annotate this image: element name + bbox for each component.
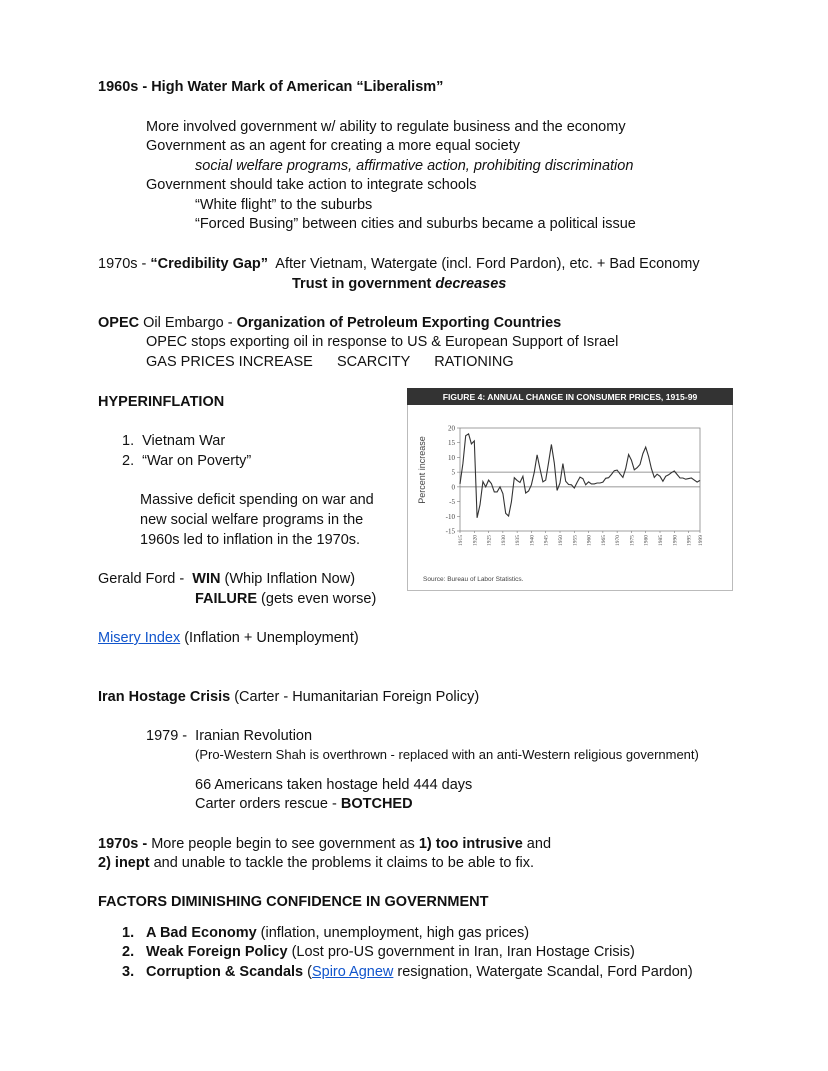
text: Carter orders rescue - [195,796,341,812]
cpi-chart-figure [407,388,733,591]
y-tick-label: 15 [448,439,455,448]
x-tick-label: 1920 [472,535,479,546]
y-tick-label: 20 [448,424,455,433]
factor-item [122,963,693,981]
text: ( [303,964,312,980]
item-number: 2. [122,944,135,960]
text: (Lost pro-US government in Iran, Iran Hostage Crisis) [287,944,635,960]
factor-item [122,924,529,942]
spiro-agnew-link[interactable]: Spiro Agnew [311,964,394,980]
emphasis: decreases [435,276,507,292]
text: (inflation, unemployment, high gas prices) [256,925,530,941]
bold-text: 1970s - [98,836,148,852]
item-number: 1. [122,925,135,941]
misery-line [98,629,359,647]
text-line: Government as an agent for creating a more equal society [146,138,520,154]
chart-title: FIGURE 4: ANNUAL CHANGE IN CONSUMER PRICES, 1915-99 [442,392,698,402]
text: and [522,836,552,852]
x-tick-label: 1980 [643,535,650,546]
text: (Whip Inflation Now) [220,571,356,587]
y-tick-label: 5 [451,468,455,477]
rescue-line [195,795,413,813]
x-tick-label: 1925 [486,535,493,546]
y-axis-label: Percent increase [417,436,427,504]
summary-line-1 [98,835,551,853]
text: (gets even worse) [257,591,377,607]
x-tick-label: 1945 [543,535,550,546]
y-tick-label: -15 [445,527,455,536]
list-item: 1. Vietnam War [122,433,226,449]
bold-text: 1) too intrusive [418,836,523,852]
ford-line [98,570,355,588]
x-tick-label: 1975 [629,535,636,546]
bold-text: Corruption & Scandals [146,964,304,980]
failure-line [195,590,376,608]
x-tick-label: 1915 [458,535,464,546]
x-tick-label: 1999 [698,535,704,546]
bold-text: FAILURE [195,591,258,607]
x-tick-label: 1930 [500,535,507,546]
iran-title [98,688,479,706]
list-item: 2. “War on Poverty” [122,453,252,469]
x-tick-label: 1985 [658,535,664,546]
section-1970s [98,255,700,273]
text: Gerald Ford - [98,571,193,587]
y-tick-label: -10 [445,512,455,521]
factor-item [122,943,635,961]
y-tick-label: 0 [451,483,455,492]
text-line: (Pro-Western Shah is overthrown - replaced with an anti-Western religious government) [195,747,699,762]
text-line: GAS PRICES INCREASE SCARCITY RATIONING [146,354,514,370]
section-title-factors: FACTORS DIMINISHING CONFIDENCE IN GOVERNMENT [98,894,489,910]
y-tick-label: -5 [449,498,455,507]
item-number: 3. [122,964,135,980]
text-line: Massive deficit spending on war and [140,492,374,508]
text: More people begin to see government as [147,836,419,852]
bold-text: Weak Foreign Policy [146,944,288,960]
chart-source: Source: Bureau of Labor Statistics. [423,576,524,583]
text-line: 1960s led to inflation in the 1970s. [140,532,361,548]
section-title-1960s: 1960s - High Water Mark of American “Liberalism” [98,79,444,95]
text: Oil Embargo - [139,315,237,331]
text: (Carter - Humanitarian Foreign Policy) [230,689,480,705]
text-line: 66 Americans taken hostage held 444 days [195,777,473,793]
x-tick-label: 1965 [600,535,607,546]
text-line: new social welfare programs in the [140,512,364,528]
x-tick-label: 1950 [558,535,564,546]
bold-text: 2) inept [98,855,150,871]
text-line: social welfare programs, affirmative action, prohibiting discrimination [195,158,634,174]
text-line: 1979 - Iranian Revolution [146,728,313,744]
text-line: More involved government w/ ability to regulate business and the economy [146,119,626,135]
trust-line [292,275,506,293]
section-title-hyperinflation: HYPERINFLATION [98,394,225,410]
x-tick-label: 1970 [615,535,622,546]
text-line: “White flight” to the suburbs [195,197,373,213]
text: and unable to tackle the problems it claims to be able to fix. [149,855,535,871]
x-tick-label: 1935 [515,535,522,546]
summary-line-2 [98,854,534,872]
text: After Vietnam, Watergate (incl. Ford Pardon), etc. + Bad Economy [268,256,700,272]
text-line: Government should take action to integrate schools [146,177,477,193]
figure-frame [408,389,733,591]
text: Trust in government [292,276,436,292]
x-tick-label: 1940 [529,535,536,546]
text-line: OPEC stops exporting oil in response to US & European Support of Israel [146,334,619,350]
bold-text: Iran Hostage Crisis [98,689,231,705]
misery-index-link[interactable]: Misery Index [98,630,181,646]
x-tick-label: 1990 [672,535,679,546]
text: 1970s - [98,256,151,272]
text-line: “Forced Busing” between cities and suburbs became a political issue [195,216,636,232]
text: (Inflation + Unemployment) [180,630,359,646]
text: resignation, Watergate Scandal, Ford Pardon) [393,964,693,980]
bold-text: BOTCHED [340,796,413,812]
x-tick-label: 1995 [686,535,693,546]
bold-text: Organization of Petroleum Exporting Countries [236,315,562,331]
bold-text: “Credibility Gap” [150,256,269,272]
y-tick-label: 10 [448,453,455,462]
bold-text: OPEC [98,315,140,331]
x-tick-label: 1960 [586,535,593,546]
x-tick-label: 1955 [572,535,579,546]
opec-title [98,314,561,332]
bold-text: WIN [192,571,221,587]
bold-text: A Bad Economy [146,925,257,941]
